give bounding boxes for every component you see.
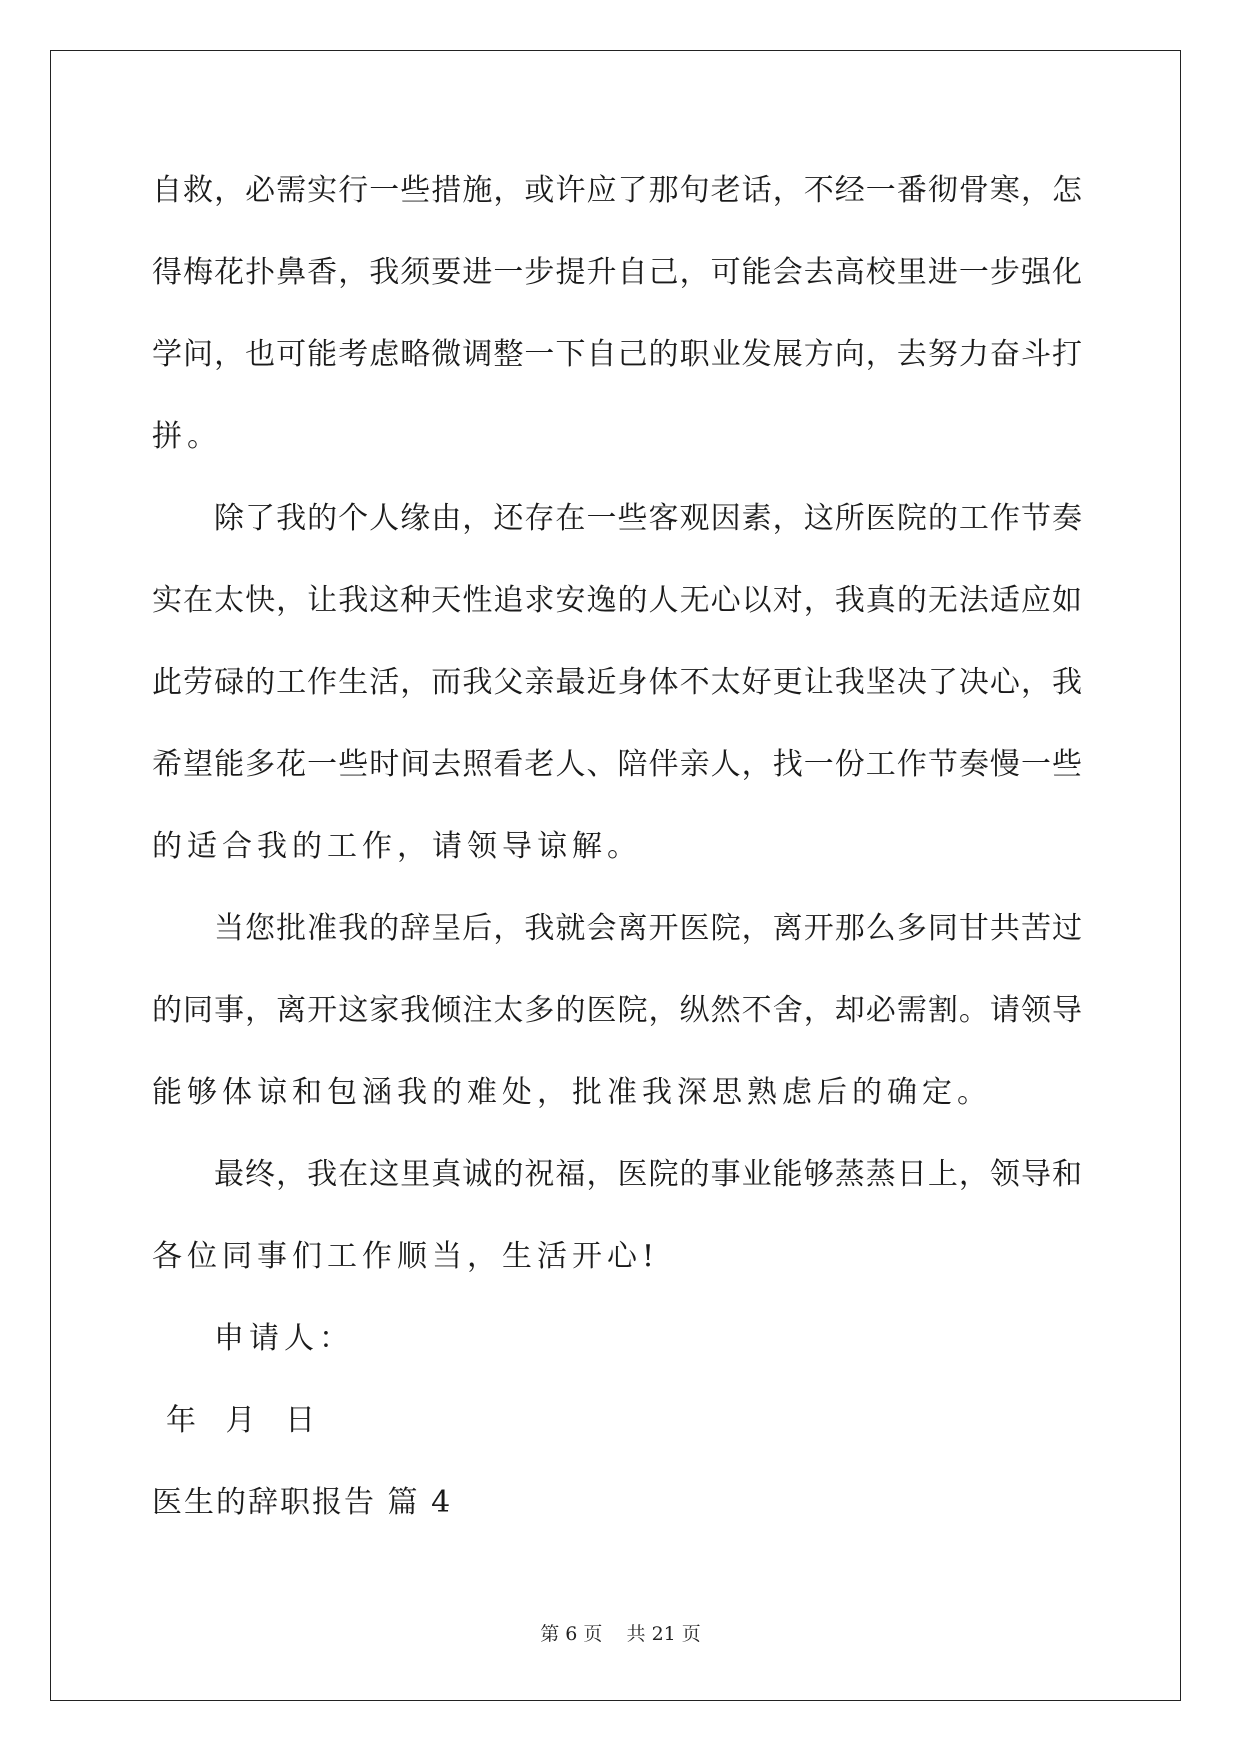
applicant-label: 申请人： <box>214 1321 354 1356</box>
paragraph-line: 实在太快，让我这种天性追求安逸的人无心以对，我真的无法适应如 <box>152 583 1082 618</box>
paragraph-line: 最终，我在这里真诚的祝福，医院的事业能够蒸蒸日上，领导和 <box>214 1157 1082 1192</box>
date-line: 年 月 日 <box>166 1403 321 1438</box>
paragraph-line: 此劳碌的工作生活，而我父亲最近身体不太好更让我坚决了决心，我 <box>152 665 1082 700</box>
paragraph-line: 希望能多花一些时间去照看老人、陪伴亲人，找一份工作节奏慢一些 <box>152 747 1082 782</box>
paragraph-line: 当您批准我的辞呈后，我就会离开医院，离开那么多同甘共苦过 <box>214 911 1082 946</box>
paragraph-line: 拼。 <box>152 419 222 454</box>
paragraph-line: 得梅花扑鼻香，我须要进一步提升自己，可能会去高校里进一步强化 <box>152 255 1082 290</box>
paragraph-line: 能够体谅和包涵我的难处，批准我深思熟虑后的确定。 <box>152 1075 992 1110</box>
paragraph-line: 的适合我的工作，请领导谅解。 <box>152 829 642 864</box>
section-heading: 医生的辞职报告 篇 4 <box>152 1485 453 1520</box>
paragraph-line: 自救，必需实行一些措施，或许应了那句老话，不经一番彻骨寒，怎 <box>152 173 1082 208</box>
paragraph-line: 的同事，离开这家我倾注太多的医院，纵然不舍，却必需割。请领导 <box>152 993 1082 1028</box>
paragraph-line: 学问，也可能考虑略微调整一下自己的职业发展方向，去努力奋斗打 <box>152 337 1082 372</box>
paragraph-line: 各位同事们工作顺当，生活开心! <box>152 1239 660 1274</box>
page-number: 第 6 页 共 21 页 <box>540 1623 701 1645</box>
document-body <box>152 160 1082 1554</box>
paragraph-line: 除了我的个人缘由，还存在一些客观因素，这所医院的工作节奏 <box>214 501 1082 536</box>
page-footer <box>0 1619 1241 1646</box>
